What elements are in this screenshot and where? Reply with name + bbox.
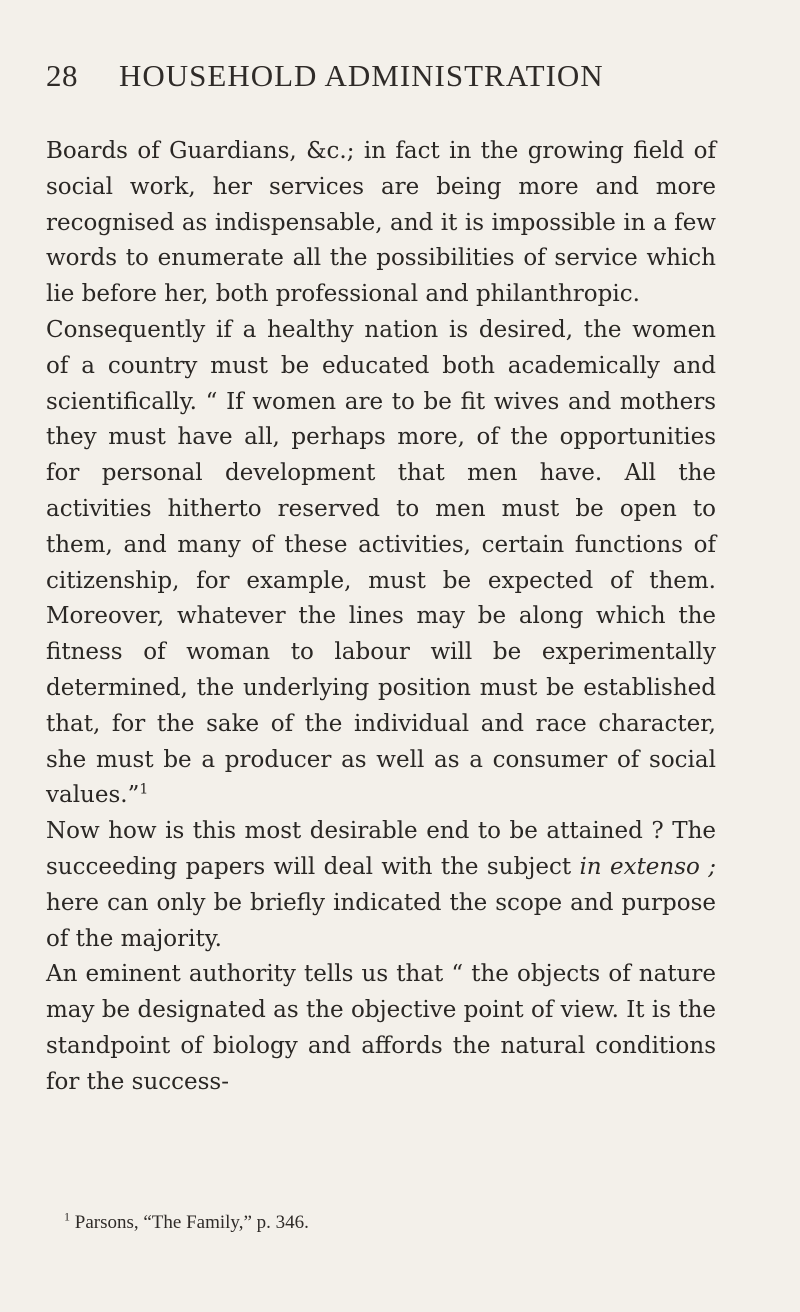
paragraph-2-text: Consequently if a healthy nation is desired, the women of a country must be educated both academically and scientifically. “ If women are to be fit wives and mothers they must have all, perhaps more, of the opportunities for personal development that men have. All the activities hitherto reserved to men must be open to them, and many of these activities, certain functions of citizenship, for example, must be expected of them. Moreover, whatever the lines may be along which the fitness of woman to labour will be experimentally determined, the underlying position must be established that, for the sake of the individual and race character, she must be a producer as well as a consumer of social values.”	[46, 316, 716, 809]
body-text	[46, 134, 716, 1101]
footnote-text: Parsons, “The Family,” p. 346.	[74, 1212, 309, 1233]
italic-phrase: in extenso ;	[579, 853, 716, 880]
footnote-reference: 1	[139, 781, 149, 798]
page-number: 28	[46, 58, 78, 93]
footnote-mark: 1	[64, 1209, 70, 1224]
paragraph-4-text: An eminent authority tells us that “ the objects of nature may be designated as the objective point of view. It is the standpoint of biology and affords the natural conditions for the success-	[46, 961, 716, 1095]
footnote	[64, 1209, 309, 1234]
paragraph-1	[46, 134, 716, 313]
page-header	[46, 58, 716, 102]
book-page	[46, 58, 716, 1278]
paragraph-3-text-before: Now how is this most desirable end to be attained ? The succeeding papers will deal with the subject	[46, 818, 716, 880]
paragraph-3	[46, 814, 716, 957]
paragraph-3-text-after: here can only be briefly indicated the scope and purpose of the majority.	[46, 889, 716, 952]
paragraph-1-text: Boards of Guardians, &c.; in fact in the growing field of social work, her services are being more and more recognised as indispensable, and it is impossible in a few words to enumerate all the possibilities of service which lie before her, both professional and philanthropic.	[46, 138, 716, 308]
running-title: HOUSEHOLD ADMINISTRATION	[119, 58, 604, 93]
paragraph-4	[46, 957, 716, 1100]
paragraph-2	[46, 313, 716, 814]
